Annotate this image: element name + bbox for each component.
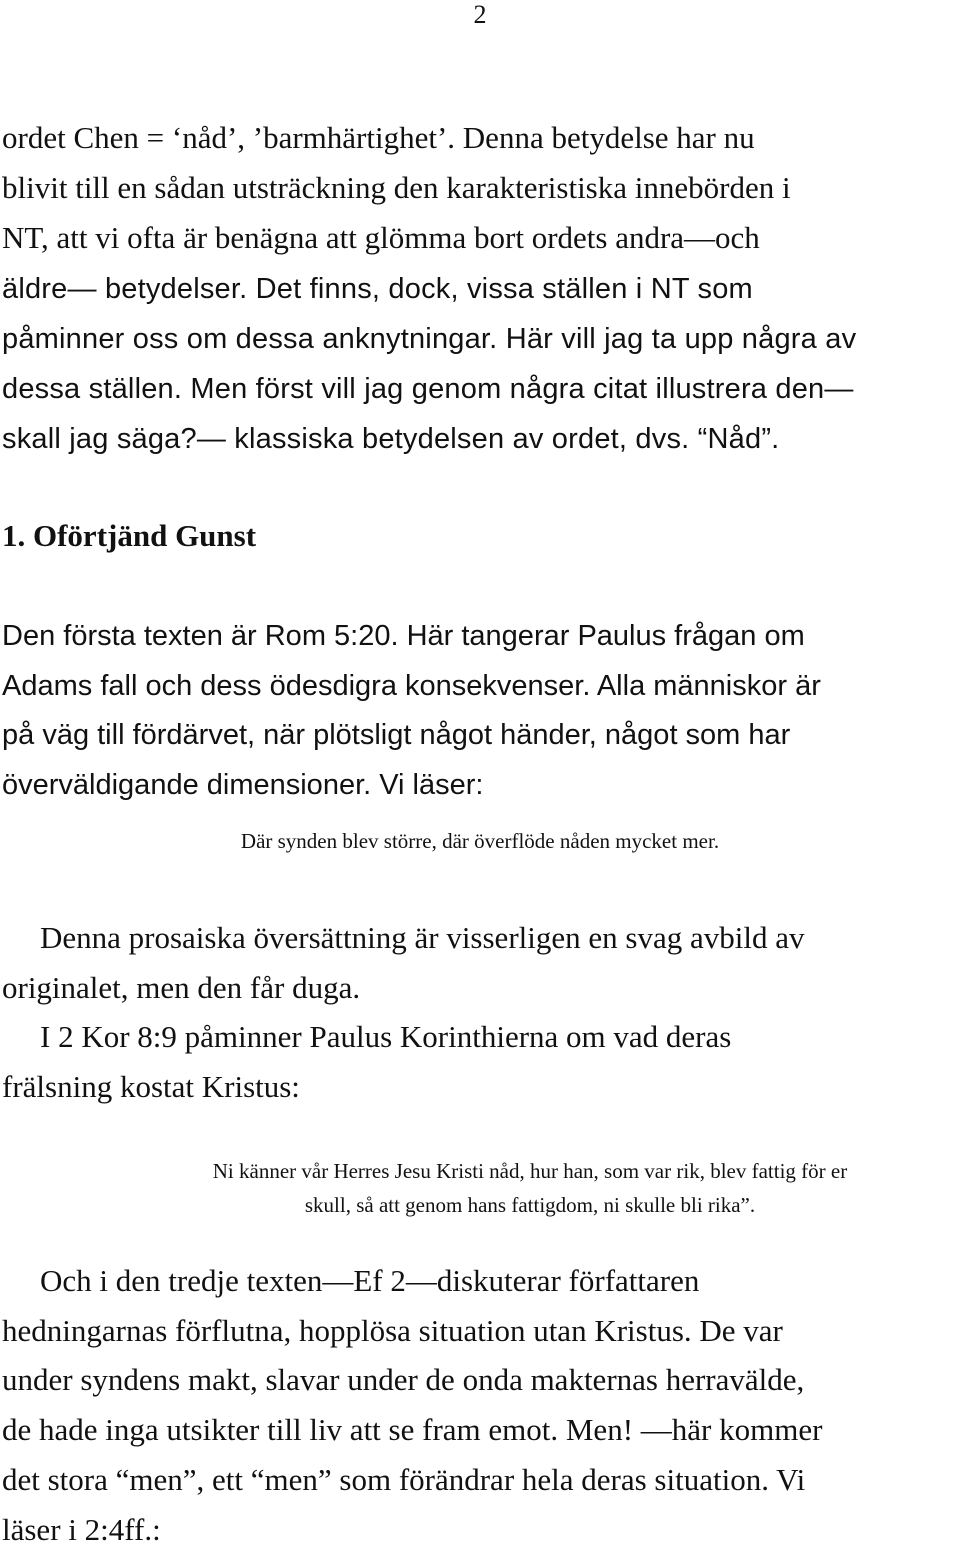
text-line: Den första texten är Rom 5:20. Här tangerar Paulus frågan om [2, 620, 805, 652]
text-line: läser i 2:4ff.: [2, 1511, 161, 1547]
block-quote-rom: Där synden blev större, där överflöde nåden mycket mer. [240, 829, 720, 853]
page-number: 2 [473, 0, 487, 29]
text-line: frälsning kostat Kristus: [2, 1068, 300, 1104]
text-line: påminner oss om dessa anknytningar. Här vill jag ta upp några av [2, 322, 857, 355]
text-line: ordet Chen = ‘nåd’, ’barmhärtighet’. Denna betydelse har nu [2, 120, 755, 155]
text-line: på väg till fördärvet, när plötsligt något händer, något som har [2, 719, 791, 751]
text-line: de hade inga utsikter till liv att se fram emot. Men! —här kommer [2, 1412, 823, 1448]
quote-line: skull, så att genom hans fattigdom, ni skulle bli rika”. [304, 1193, 756, 1217]
text-line: det stora “men”, ett “men” som förändrar hela deras situation. Vi [2, 1461, 806, 1497]
text-line: Denna prosaiska översättning är visserligen en svag avbild av [40, 920, 805, 955]
text-line: Och i den tredje texten—Ef 2—diskuterar författaren [40, 1263, 700, 1298]
text-line: Adams fall och dess ödesdigra konsekvenser. Alla människor är [2, 669, 821, 702]
paragraph-rom [2, 612, 952, 810]
text-line: NT, att vi ofta är benägna att glömma bort ordets andra—och [2, 220, 760, 256]
quote-line: Ni känner vår Herres Jesu Kristi nåd, hur han, som var rik, blev fattig för er [212, 1159, 848, 1183]
text-line: blivit till en sådan utsträckning den karakteristiska innebörden i [2, 170, 791, 206]
text-line: under syndens makt, slavar under de onda makternas herravälde, [2, 1362, 805, 1398]
paragraph-intro [2, 113, 952, 464]
text-line: överväldigande dimensioner. Vi läser: [2, 768, 484, 801]
text-line: skall jag säga?— klassiska betydelsen av ordet, dvs. “Nåd”. [2, 423, 780, 456]
text-line: I 2 Kor 8:9 påminner Paulus Korinthierna om vad deras [40, 1019, 732, 1054]
paragraph-ef [2, 1256, 952, 1554]
paragraph-kor [2, 913, 952, 1111]
section-heading: 1. Oförtjänd Gunst [2, 518, 257, 553]
text-line: dessa ställen. Men först vill jag genom några citat illustrera den— [2, 373, 854, 406]
text-line: äldre— betydelser. Det finns, dock, vissa ställen i NT som [2, 272, 753, 305]
text-line: hedningarnas förflutna, hopplösa situation utan Kristus. De var [2, 1312, 783, 1348]
text-line: originalet, men den får duga. [2, 969, 361, 1005]
block-quote-kor [100, 1154, 960, 1222]
